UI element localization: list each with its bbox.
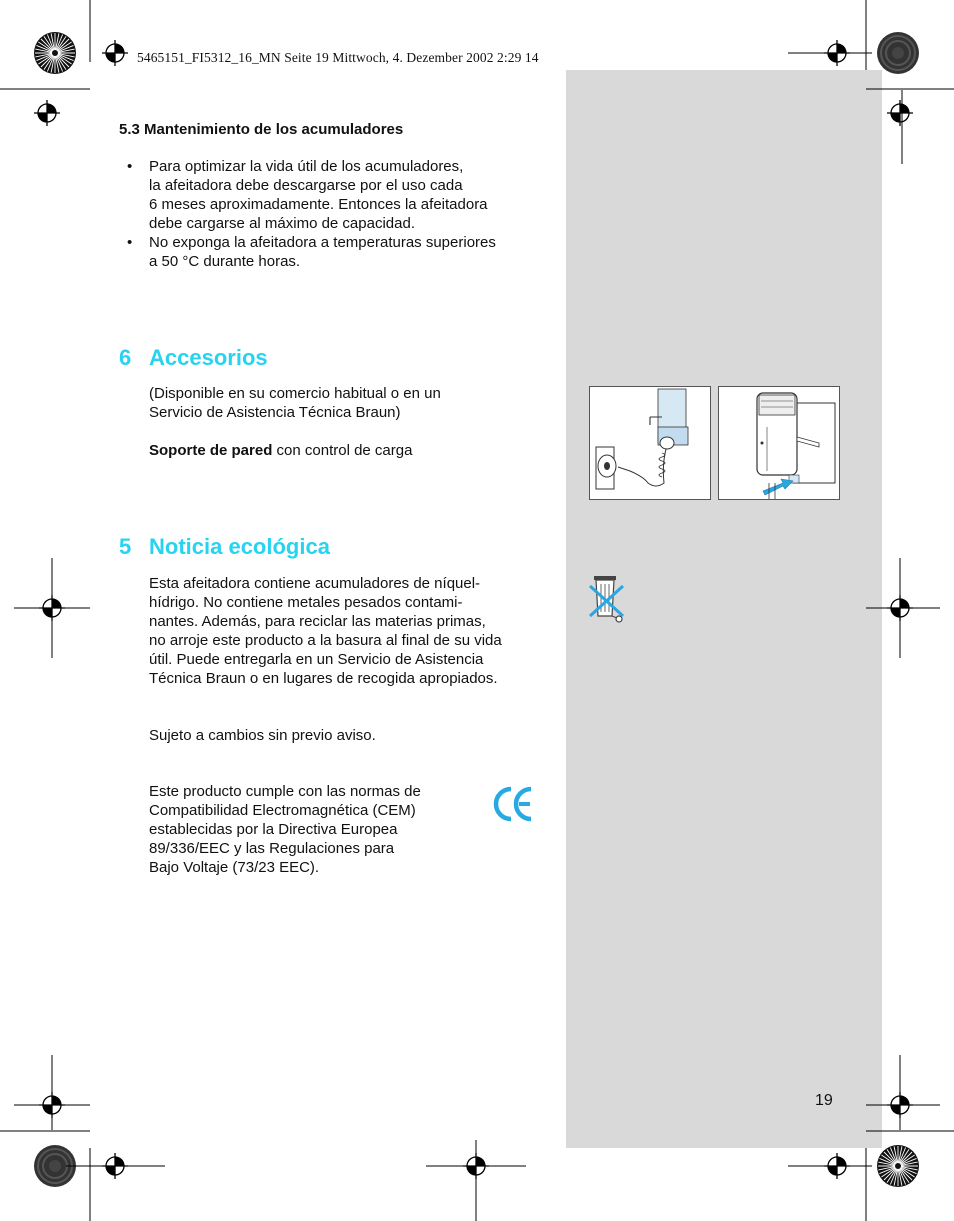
accessory-desc: con control de carga xyxy=(272,442,413,459)
ce-mark-icon xyxy=(493,785,535,823)
print-slug: 5465151_FI5312_16_MN Seite 19 Mittwoch, 4. Dezember 2002 2:29 14 xyxy=(137,50,539,65)
accessories-availability: (Disponible en su comercio habitual o en un Servicio de Asistencia Técnica Braun) xyxy=(149,385,441,421)
list-item: • Para optimizar la vida útil de los acumuladores, la afeitadora debe descargarse por el uso cada 6 meses aproximadamente. Entonces la afeitadora debe cargarse al máximo de capacidad. xyxy=(127,157,547,233)
crossed-out-bin-icon xyxy=(588,574,628,626)
wall-mount-illustration xyxy=(589,386,711,500)
section-title: Accesorios xyxy=(149,345,268,370)
section-6-heading xyxy=(119,345,268,371)
section-5-3-title: 5.3 Mantenimiento de los acumuladores xyxy=(119,121,404,138)
ecological-notice-text: Esta afeitadora contiene acumuladores de níquel- hídrigo. No contiene metales pesados contami- nantes. Además, para reciclar las materias primas, no arroje este producto a la basura al final de su vida útil. Puede entregarla en un Servicio de Asistencia Técnica Braun o en lugares de recogida apropiados. xyxy=(149,575,502,687)
section-title: Noticia ecológica xyxy=(149,534,330,559)
section-5-heading xyxy=(119,534,330,560)
accessory-name: Soporte de pared xyxy=(149,442,273,459)
maintenance-list xyxy=(127,157,547,271)
shaver-charging-illustration xyxy=(718,386,840,500)
accessory-item xyxy=(149,441,412,460)
list-item: • No exponga la afeitadora a temperaturas superiores a 50 °C durante horas. xyxy=(127,233,547,271)
section-number: 6 xyxy=(119,345,132,370)
compliance-statement: Este producto cumple con las normas de Compatibilidad Electromagnética (CEM) establecidas por la Directiva Europea 89/336/EEC y las Regulaciones para Bajo Voltaje (73/23 EEC). xyxy=(149,783,421,876)
section-number: 5 xyxy=(119,534,132,559)
page-number: 19 xyxy=(815,1092,833,1109)
change-notice: Sujeto a cambios sin previo aviso. xyxy=(149,727,376,744)
